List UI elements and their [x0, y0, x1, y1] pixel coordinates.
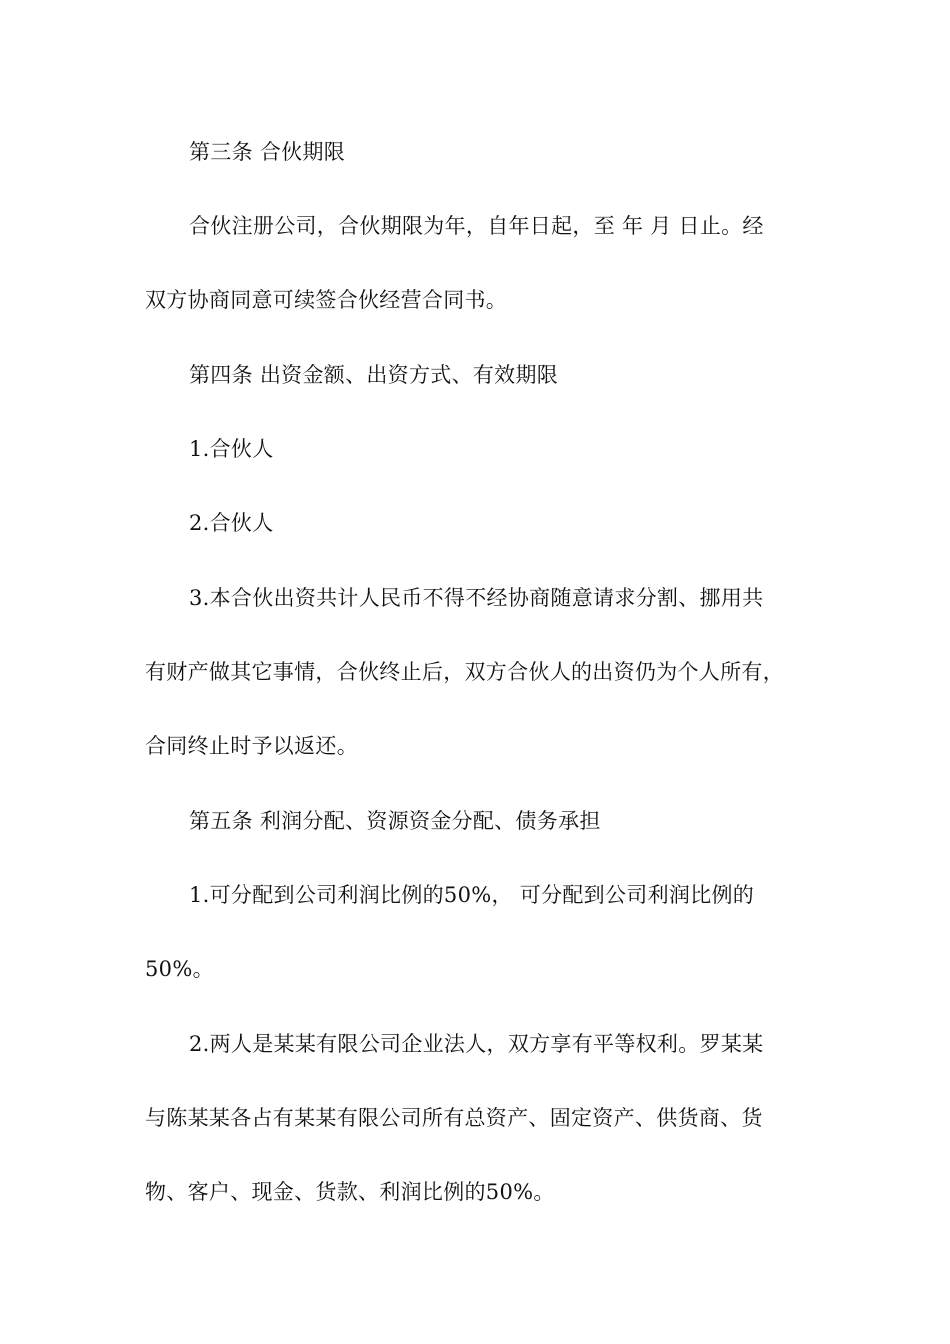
paragraph-line: 50%。 — [145, 957, 214, 981]
paragraph-line: 双方协商同意可续签合伙经营合同书。 — [145, 288, 508, 312]
paragraph-line: 有财产做其它事情，合伙终止后，双方合伙人的出资仍为个人所有， — [145, 660, 784, 684]
paragraph-line: 合伙注册公司，合伙期限为年，自年日起，至 年 月 日止。经 — [189, 214, 764, 238]
paragraph-line: 物、客户、现金、货款、利润比例的50%。 — [145, 1180, 555, 1204]
section-4-heading: 第四条 出资金额、出资方式、有效期限 — [189, 363, 559, 387]
section-3-heading: 第三条 合伙期限 — [189, 140, 346, 164]
section-5-heading: 第五条 利润分配、资源资金分配、债务承担 — [189, 809, 601, 833]
list-item: 2.两人是某某有限公司企业法人，双方享有平等权利。罗某某 — [189, 1032, 764, 1056]
list-item: 2.合伙人 — [189, 511, 274, 535]
list-item: 1.合伙人 — [189, 437, 274, 461]
list-item: 1.可分配到公司利润比例的50%， 可分配到公司利润比例的 — [189, 883, 755, 907]
paragraph-line: 与陈某某各占有某某有限公司所有总资产、固定资产、供货商、货 — [145, 1106, 763, 1130]
paragraph-line: 合同终止时予以返还。 — [145, 734, 358, 758]
list-item: 3.本合伙出资共计人民币不得不经协商随意请求分割、挪用共 — [189, 586, 764, 610]
